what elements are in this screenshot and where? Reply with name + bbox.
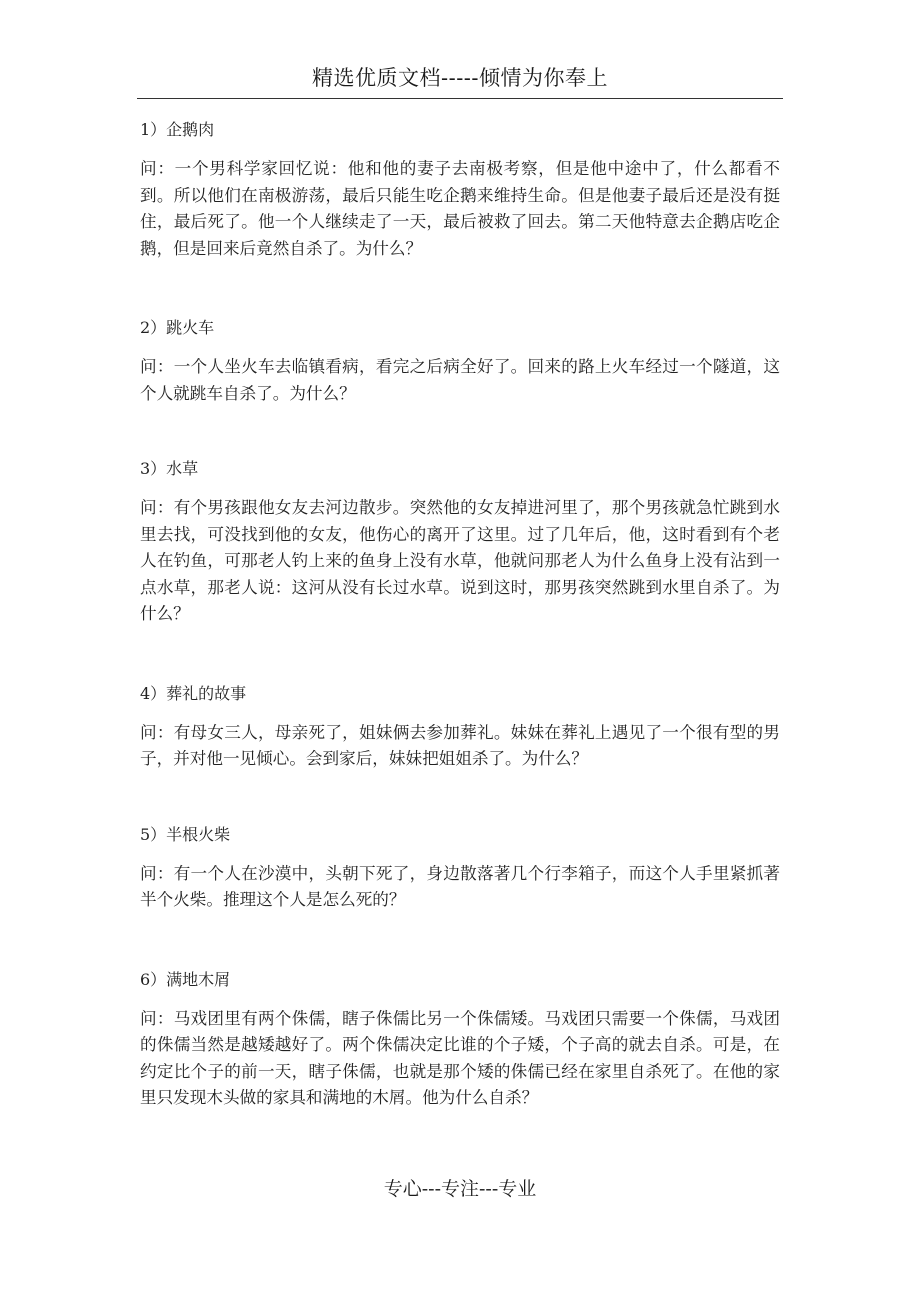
header-divider: [137, 98, 783, 99]
puzzle-title: 4）葬礼的故事: [140, 683, 247, 703]
puzzle-section: [140, 821, 780, 914]
puzzle-question: 问：一个人坐火车去临镇看病，看完之后病全好了。回来的路上火车经过一个隧道，这个人就跳车自杀了。为什么？: [140, 357, 780, 403]
puzzle-section: [140, 455, 780, 628]
puzzle-question: 问：有一个人在沙漠中，头朝下死了，身边散落著几个行李箱子，而这个人手里紧抓著半个火柴。推理这个人是怎么死的？: [140, 863, 780, 909]
page-footer: 专心---专注---专业: [383, 1178, 537, 1200]
puzzle-title: 6）满地木屑: [140, 969, 231, 989]
page-header: 精选优质文档-----倾情为你奉上: [312, 66, 608, 90]
puzzle-section: [140, 116, 780, 262]
puzzle-question: 问：有个男孩跟他女友去河边散步。突然他的女友掉进河里了，那个男孩就急忙跳到水里去找，可没找到他的女友，他伤心的离开了这里。过了几年后，他，这时看到有个老人在钓鱼，可那老人钓上来的鱼身上没有水草，他就问那老人为什么鱼身上没有沾到一点水草，那老人说：这河从没有长过水草。说到这时，那男孩突然跳到水里自杀了。为什么？: [140, 498, 780, 623]
puzzle-title: 1）企鹅肉: [140, 120, 215, 139]
puzzle-title: 3）水草: [140, 459, 199, 478]
puzzle-question: 问：马戏团里有两个侏儒，瞎子侏儒比另一个侏儒矮。马戏团只需要一个侏儒，马戏团的侏儒当然是越矮越好了。两个侏儒决定比谁的个子矮，个子高的就去自杀。可是，在约定比个子的前一天，瞎子侏儒，也就是那个矮的侏儒已经在家里自杀死了。在他的家里只发现木头做的家具和满地的木屑。他为什么自杀？: [140, 1008, 780, 1107]
puzzle-title: 5）半根火柴: [140, 824, 231, 844]
puzzle-title: 2）跳火车: [140, 318, 215, 337]
puzzle-section: [140, 680, 780, 773]
puzzle-question: 问：一个男科学家回忆说：他和他的妻子去南极考察，但是他中途中了，什么都看不到。所以他们在南极游荡，最后只能生吃企鹅来维持生命。但是他妻子最后还是没有挺住，最后死了。他一个人继续走了一天，最后被救了回去。第二天他特意去企鹅店吃企鹅，但是回来后竟然自杀了。为什么？: [140, 159, 780, 258]
document-body: [140, 116, 780, 1112]
puzzle-section: [140, 314, 780, 407]
puzzle-question: 问：有母女三人，母亲死了，姐妹俩去参加葬礼。妹妹在葬礼上遇见了一个很有型的男子，并对他一见倾心。会到家后，妹妹把姐姐杀了。为什么？: [140, 722, 780, 768]
puzzle-section: [140, 966, 780, 1112]
